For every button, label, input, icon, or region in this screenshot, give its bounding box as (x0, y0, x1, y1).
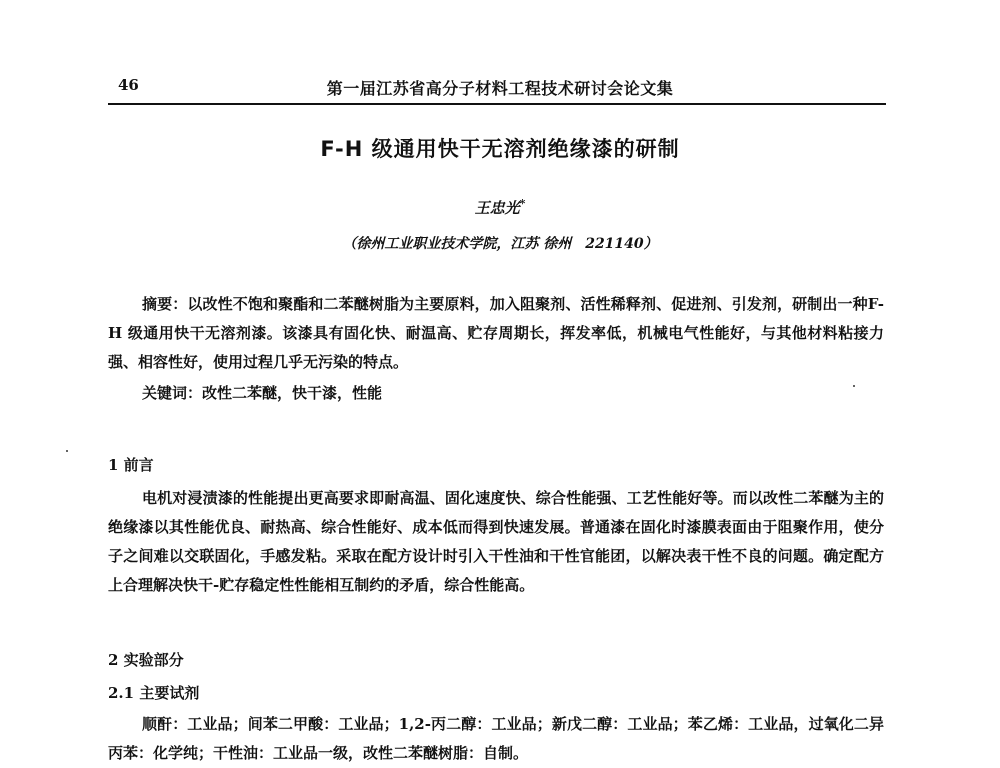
keywords-text: 改性二苯醚，快干漆，性能 (202, 384, 383, 402)
header-rule (108, 103, 886, 105)
author-footnote-mark: * (519, 197, 526, 210)
author-line (0, 197, 1000, 218)
author-affiliation: （徐州工业职业技术学院，江苏 徐州 221140） (342, 236, 658, 252)
abstract-label: 摘要： (142, 295, 188, 313)
abstract-text: 以改性不饱和聚酯和二苯醚树脂为主要原料，加入阻聚剂、活性稀释剂、促进剂、引发剂，研制出一种F-H 级通用快干无溶剂漆。该漆具有固化快、耐温高、贮存周期长，挥发率低，机械电气性能好，与其他材料粘接力强、相容性好，使用过程几乎无污染的特点。 (108, 295, 884, 371)
running-header (118, 76, 882, 100)
intro-paragraph: 电机对浸渍漆的性能提出更高要求即耐高温、固化速度快、综合性能强、工艺性能好等。而以改性二苯醚为主的绝缘漆以其性能优良、耐热高、综合性能好、成本低而得到快速发展。普通漆在固化时漆膜表面由于阻聚作用，使分子之间难以交联固化，手感发粘。采取在配方设计时引入干性油和干性官能团，以解决表干性不良的问题。确定配方上合理解决快干-贮存稳定性性能相互制约的矛盾，综合性能高。 (108, 489, 884, 594)
paper-title: F-H 级通用快干无溶剂绝缘漆的研制 (320, 137, 680, 161)
reagents-paragraph: 顺酐：工业品；间苯二甲酸：工业品；1,2-丙二醇：工业品；新戊二醇：工业品；苯乙烯：工业品，过氧化二异丙苯：化学纯；干性油：工业品一级，改性二苯醚树脂：自制。 (108, 715, 884, 762)
author-name: 王忠光 (474, 199, 520, 217)
journal-title: 第一届江苏省高分子材料工程技术研讨会论文集 (326, 79, 674, 98)
scan-speck (853, 385, 855, 387)
scan-speck (66, 450, 68, 452)
keywords (142, 379, 382, 408)
keywords-label: 关键词： (142, 384, 203, 402)
subsection-heading-reagents: 2.1 主要试剂 (108, 684, 200, 702)
abstract (108, 290, 884, 377)
page-number: 46 (118, 76, 139, 94)
section-heading-intro: 1 前言 (108, 456, 154, 474)
section-heading-experimental: 2 实验部分 (108, 651, 184, 669)
